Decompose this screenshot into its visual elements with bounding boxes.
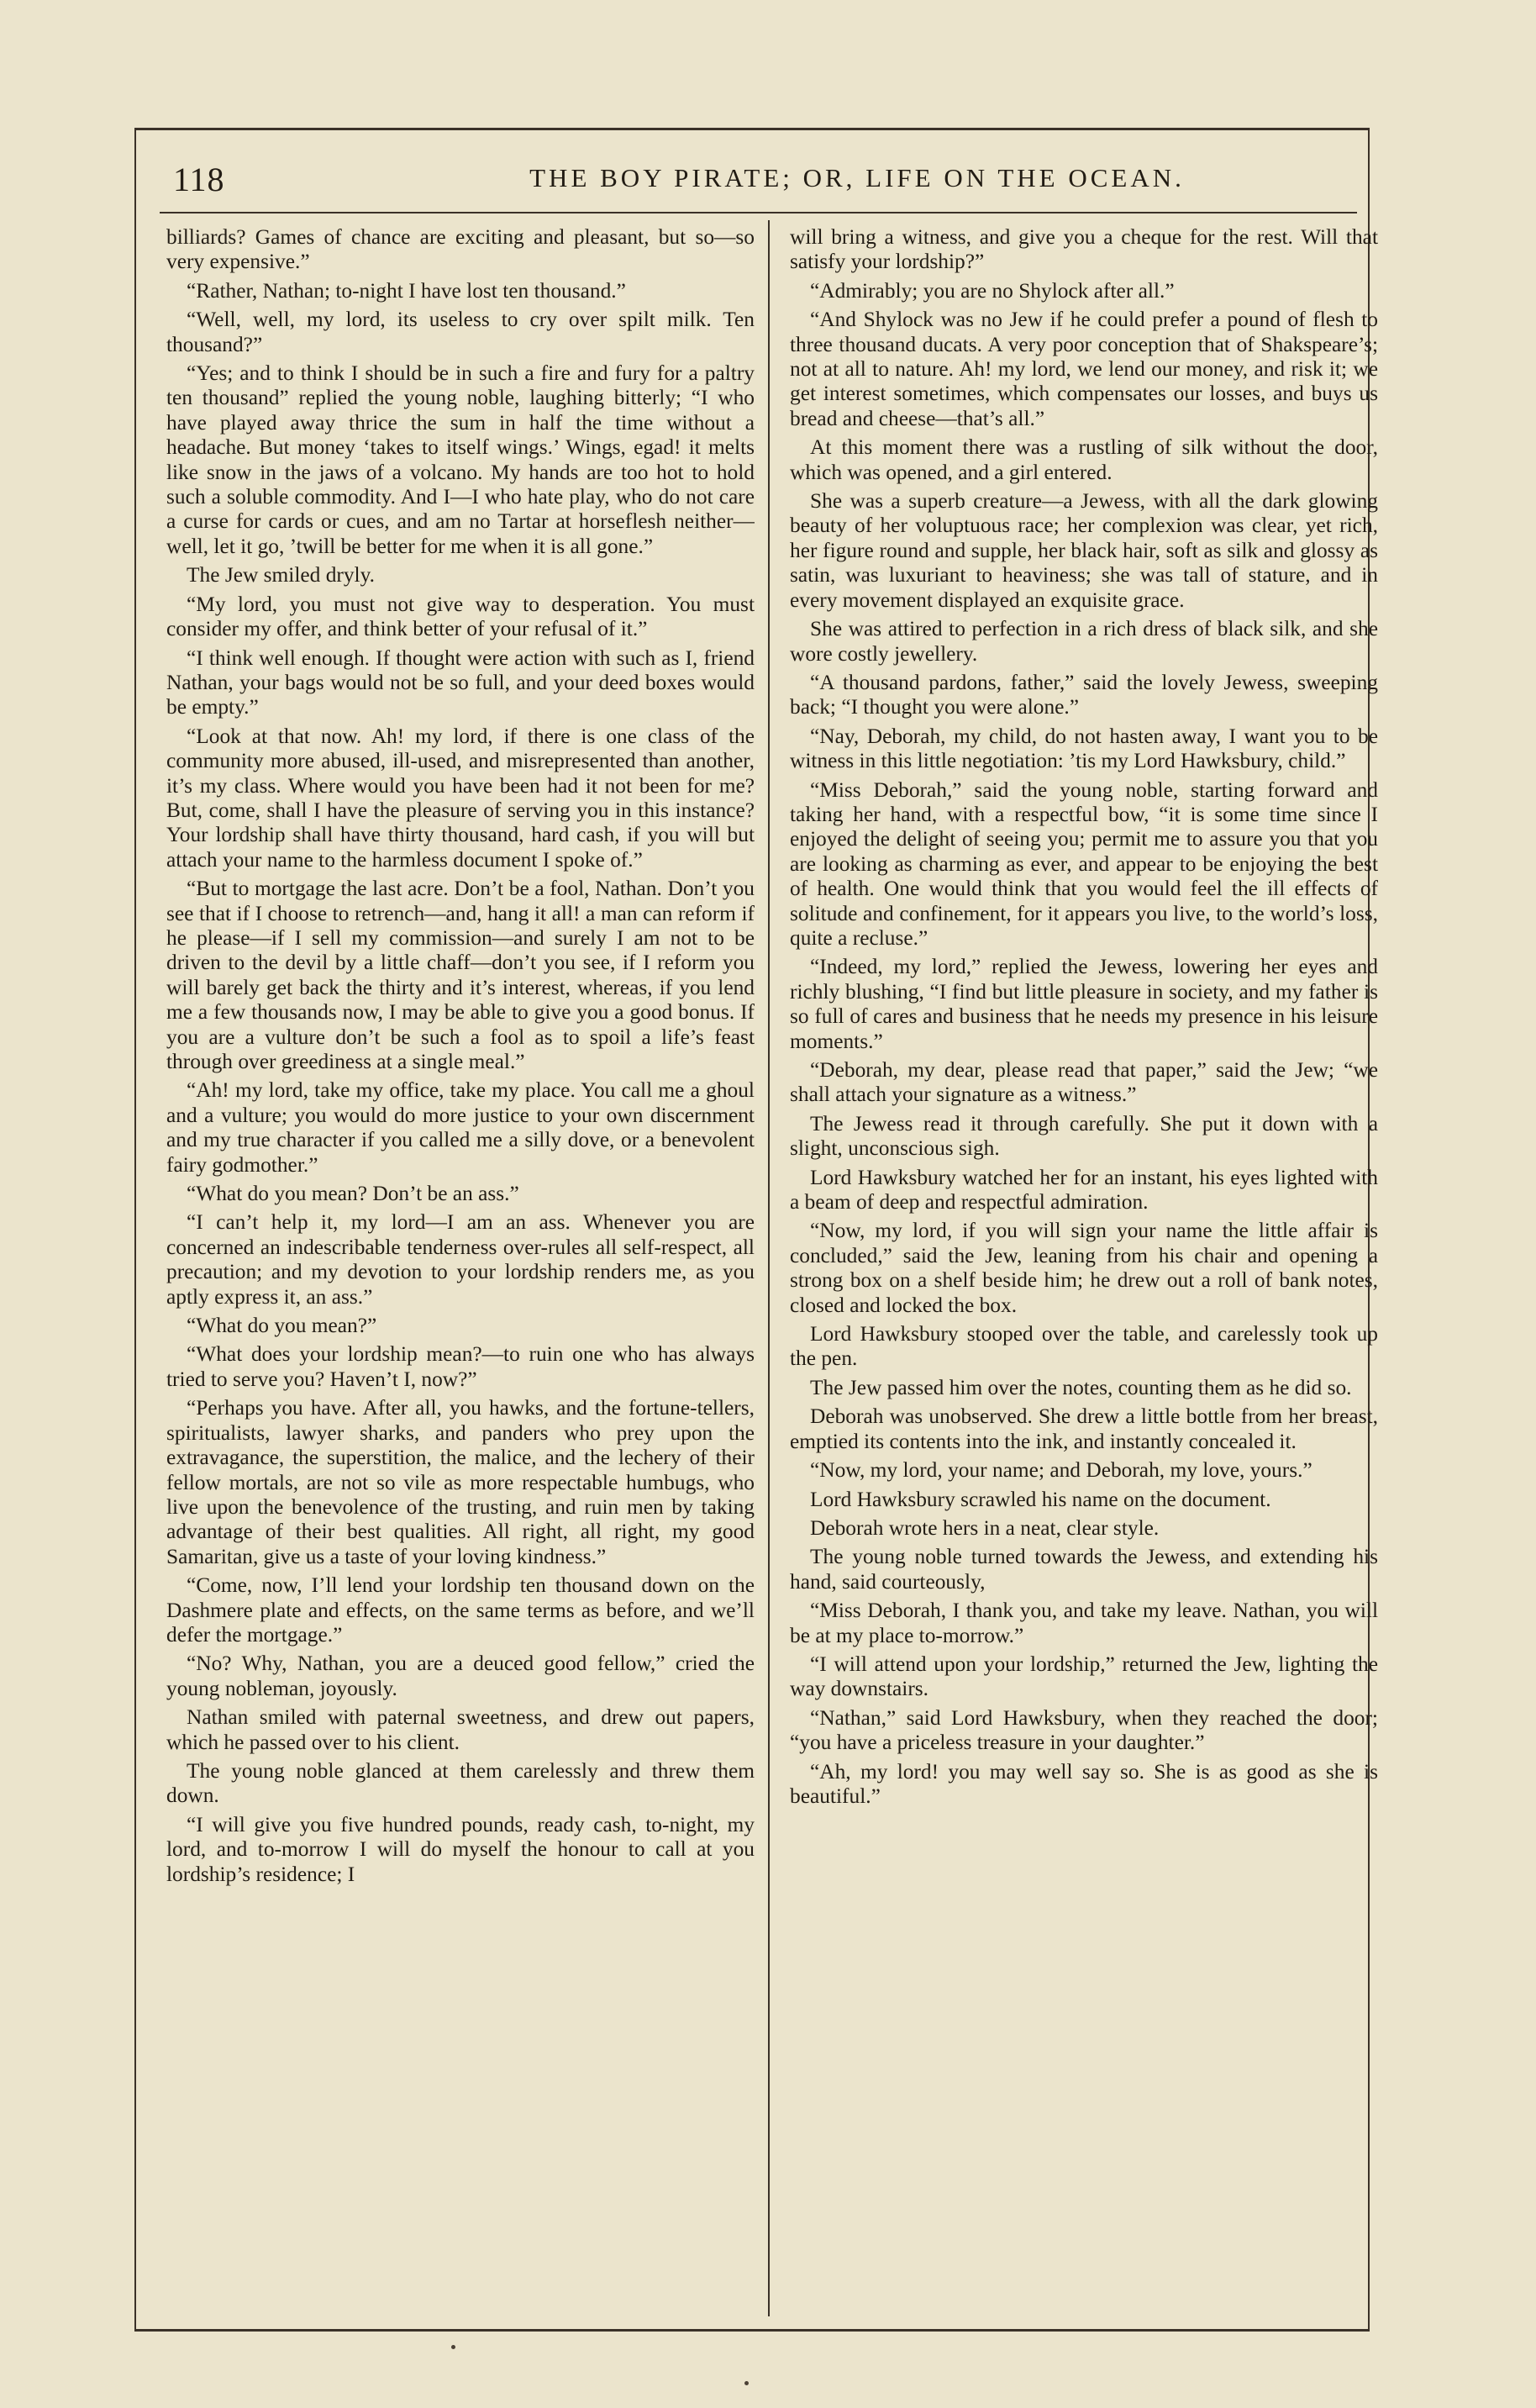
paragraph: “What do you mean? Don’t be an ass.”: [187, 1182, 519, 1206]
left-column: [166, 225, 755, 2310]
paragraph: billiards? Games of chance are exciting and pleasant, but so—so very expensive.”: [166, 225, 755, 274]
paragraph: Deborah wrote hers in a neat, clear style.: [810, 1515, 1160, 1540]
paragraph: The Jewess read it through carefully. She put it down with a slight, unconscious sigh.: [790, 1111, 1378, 1161]
running-title: THE BOY PIRATE; OR, LIFE ON THE OCEAN.: [529, 163, 1185, 192]
paragraph: “A thousand pardons, father,” said the lovely Jewess, sweeping back; “I thought you were alone.”: [790, 670, 1378, 719]
paragraph: “Yes; and to think I should be in such a fire and fury for a paltry ten thousand” replied the young noble, laughing bitterly; “I who have played away thrice the sum in half the time without a headache. But money ‘takes to itself wings.’ Wings, egad! it melts like snow in the jaws of a volcano. My hands are too hot to hold such a soluble commodity. And I—I who hate play, who do not care a curse for cards or cues, and am no Tartar at horseflesh neither—well, let it go, ’twill be better for me when it is all gone.”: [166, 361, 755, 558]
paragraph: “No? Why, Nathan, you are a deuced good fellow,” cried the young nobleman, joyously.: [166, 1652, 755, 1700]
paragraph: “Nay, Deborah, my child, do not hasten away, I want you to be witness in this little negotiation: ’tis my Lord Hawksbury, child.”: [790, 724, 1378, 773]
paragraph: “Nathan,” said Lord Hawksbury, when they reached the door; “you have a priceless treasure in your daughter.”: [790, 1705, 1378, 1755]
paragraph: “Now, my lord, your name; and Deborah, my love, yours.”: [810, 1458, 1312, 1483]
paragraph: “Admirably; you are no Shylock after all.”: [810, 278, 1175, 303]
paragraph: “Well, well, my lord, its useless to cry over spilt milk. Ten thousand?”: [166, 308, 755, 356]
paragraph: The Jew smiled dryly.: [187, 563, 376, 588]
page-number: 118: [173, 161, 225, 198]
paragraph: “Come, now, I’ll lend your lordship ten thousand down on the Dashmere plate and effects, on the same terms as before, and we’ll defer the mortgage.”: [166, 1573, 755, 1647]
print-speck: [451, 2345, 455, 2349]
paragraph: Deborah was unobserved. She drew a little bottle from her breast, emptied its contents into the ink, and instantly concealed it.: [790, 1404, 1378, 1453]
paragraph: “But to mortgage the last acre. Don’t be a fool, Nathan. Don’t you see that if I choose to retrench—and, hang it all! a man can reform if he please—if I sell my commission—and surely I am not to be driven to the devil by a little chaff—don’t you see, if I reform you will barely get back the thirty and it’s interest, whereas, if you lend me a few thousands now, I may be able to give you a good bonus. If you are a vulture don’t be such a fool as to spoil a life’s feast through over greediness at a single meal.”: [166, 877, 755, 1073]
paragraph: “Now, my lord, if you will sign your name the little affair is concluded,” said the Jew, leaning from his chair and opening a strong box on a shelf beside him; he drew out a roll of bank notes, closed and locked the box.: [790, 1219, 1378, 1317]
paragraph: “And Shylock was no Jew if he could prefer a pound of flesh to three thousand ducats. A very poor conception that of Shakspeare’s; not at all to nature. Ah! my lord, we lend our money, and risk it; we get interest sometimes, which compensates our losses, and buys us bread and cheese—that’s all.”: [790, 308, 1378, 430]
print-speck: [744, 2381, 749, 2385]
paragraph: “My lord, you must not give way to desperation. You must consider my offer, and think better of your refusal of it.”: [166, 592, 755, 641]
paragraph: “I will give you five hundred pounds, ready cash, to-night, my lord, and to-morrow I will do myself the honour to call at you lordship’s residence; I: [166, 1812, 755, 1886]
paragraph: “Perhaps you have. After all, you hawks, and the fortune-tellers, spiritualists, lawyer sharks, and panders who prey upon the extravagance, the superstition, the malice, and the lechery of their fellow mortals, are not so vile as more respectable humbugs, who live upon the benevolence of the trusting, and ruin men by taking advantage of their best qualities. All right, all right, my good Samaritan, give us a taste of your loving kindness.”: [166, 1396, 755, 1568]
paragraph: She was attired to perfection in a rich dress of black silk, and she wore costly jewellery.: [790, 617, 1378, 666]
paragraph: She was a superb creature—a Jewess, with all the dark glowing beauty of her voluptuous race; her complexion was clear, yet rich, her figure round and supple, her black hair, soft as silk and glossy as satin, was luxuriant to heaviness; she was tall of stature, and in every movement displayed an exquisite grace.: [790, 489, 1378, 612]
header-rule: [160, 212, 1357, 213]
paragraph: “Deborah, my dear, please read that paper,” said the Jew; “we shall attach your signature as a witness.”: [790, 1058, 1378, 1107]
paragraph: “Indeed, my lord,” replied the Jewess, lowering her eyes and richly blushing, “I find but little pleasure in society, and my father is so full of cares and business that he needs my presence in his leisure moments.”: [790, 955, 1378, 1053]
column-divider: [768, 220, 770, 2316]
paragraph: “I can’t help it, my lord—I am an ass. Whenever you are concerned an indescribable tenderness over-rules all self-respect, all precaution; and my devotion to your lordship renders me, as you aptly express it, an ass.”: [166, 1210, 755, 1309]
paragraph: “I will attend upon your lordship,” returned the Jew, lighting the way downstairs.: [790, 1652, 1378, 1701]
paragraph: Lord Hawksbury watched her for an instant, his eyes lighted with a beam of deep and respectful admiration.: [790, 1165, 1378, 1215]
paragraph: “I think well enough. If thought were action with such as I, friend Nathan, your bags would not be so full, and your deed boxes would be empty.”: [166, 645, 755, 719]
paragraph: At this moment there was a rustling of silk without the door, which was opened, and a girl entered.: [790, 435, 1378, 484]
paragraph: will bring a witness, and give you a cheque for the rest. Will that satisfy your lordship?”: [790, 225, 1378, 274]
paragraph: “Ah, my lord! you may well say so. She is as good as she is beautiful.”: [790, 1759, 1378, 1808]
paragraph: “Ah! my lord, take my office, take my place. You call me a ghoul and a vulture; you would do more justice to your own discernment and my true character if you called me a silly dove, or a benevolent fairy godmother.”: [166, 1078, 755, 1177]
paragraph: Nathan smiled with paternal sweetness, and drew out papers, which he passed over to his client.: [166, 1705, 755, 1754]
paragraph: The young noble glanced at them carelessly and threw them down.: [166, 1758, 755, 1808]
page-header: [160, 160, 1353, 202]
paragraph: Lord Hawksbury stooped over the table, and carelessly took up the pen.: [790, 1322, 1378, 1371]
paragraph: The Jew passed him over the notes, counting them as he did so.: [810, 1375, 1352, 1399]
paragraph: “What do you mean?”: [187, 1314, 377, 1338]
paragraph: Lord Hawksbury scrawled his name on the document.: [810, 1487, 1271, 1511]
paragraph: “Look at that now. Ah! my lord, if there is one class of the community more abused, ill-used, and misrepresented than another, it’s my class. Where would you have been had it not been for me? But, come, shall I have the pleasure of serving you in this instance? Your lordship shall have thirty thousand, hard cash, if you will but attach your name to the harmless document I spoke of.”: [166, 724, 755, 872]
right-column: [790, 225, 1378, 2310]
paragraph: “Miss Deborah,” said the young noble, starting forward and taking her hand, with a respectful bow, “it is some time since I enjoyed the delight of seeing you; permit me to assure you that you are looking as charming as ever, and appear to be enjoying the best of health. One would think that you would feel the ill effects of solitude and confinement, for it appears you live, to the world’s loss, quite a recluse.”: [790, 777, 1378, 950]
paragraph: The young noble turned towards the Jewess, and extending his hand, said courteously,: [790, 1545, 1378, 1594]
paragraph: “Rather, Nathan; to-night I have lost ten thousand.”: [187, 278, 626, 303]
paragraph: “What does your lordship mean?—to ruin one who has always tried to serve you? Haven’t I, now?”: [166, 1342, 755, 1391]
paragraph: “Miss Deborah, I thank you, and take my leave. Nathan, you will be at my place to-morrow.”: [790, 1599, 1378, 1647]
